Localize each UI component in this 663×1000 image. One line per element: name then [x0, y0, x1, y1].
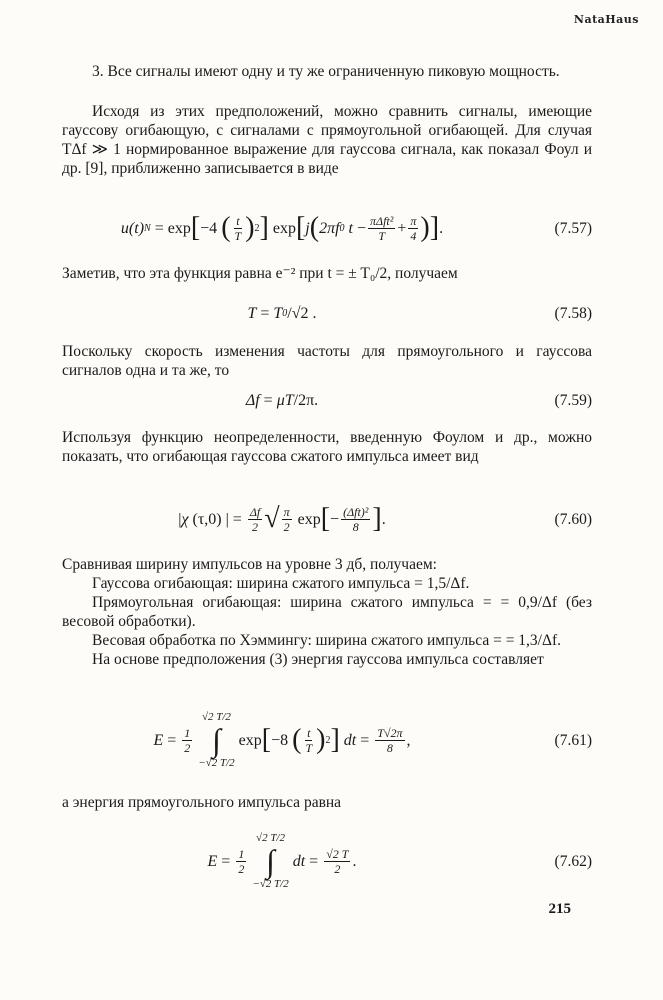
paragraph-7	[62, 793, 592, 812]
equation-7-62	[62, 826, 592, 896]
formula-7-60: | χ (τ,0) | = $\frac{\Delta f}{2}$ √ $\frac{\pi}{2}$ exp [ − $\frac{\text{(Δft)²}}{8}$ ] .	[178, 503, 386, 534]
page-number: 215	[548, 901, 571, 917]
equation-number: (7.60)	[554, 510, 592, 528]
equation-7-61	[62, 705, 592, 775]
text-item-3: 3. Все сигналы имеют одну и ту же ограниченную пиковую мощность.	[92, 63, 560, 80]
equation-7-57	[62, 205, 592, 251]
formula-7-58: T = T 0 /√2 .	[247, 304, 317, 322]
watermark-logo: NataHaus	[573, 13, 639, 26]
paragraph-4	[62, 342, 592, 380]
energy-text: На основе предположения (3) энергия гауссова импульса составляет	[92, 651, 544, 668]
ambiguity-text: Используя функцию неопределенности, введенную Фоулом и др., можно показать, что огибающая гауссова сжатого импульса имеет вид	[62, 429, 592, 465]
equation-number: (7.62)	[554, 852, 592, 870]
formula-7-57: u(t) N = exp [ −4 ( $\frac{t}{T}$ ) 2 ] exp [ j ( 2πf 0 t − $\frac{\text{πΔft²}}{T}$ + $\frac{\pi}{4}$ )] .	[120, 212, 444, 243]
rectangular-width: Прямоугольная огибающая: ширина сжатого импульса = = 0,9/Δf (без весовой обработки).	[62, 594, 592, 630]
formula-7-59: Δf = μT /2π.	[245, 391, 319, 409]
formula-7-61: E = $\frac{1}{2}$ √2 T/2 ∫ −√2 T/2 exp [ −8 ( $\frac{t}{T}$ ) 2 ] dt = $\frac{T√2\pi}{8}$ ,	[153, 711, 411, 769]
gaussian-width: Гауссова огибающая: ширина сжатого импульса = 1,5/Δf.	[92, 575, 470, 592]
comparison-text: Сравнивая ширину импульсов на уровне 3 дб, получаем:	[62, 556, 437, 573]
hamming-width: Весовая обработка по Хэммингу: ширина сжатого импульса = = 1,3/Δf.	[92, 632, 561, 649]
rect-energy-text: а энергия прямоугольного импульса равна	[62, 794, 342, 811]
equation-number: (7.57)	[554, 219, 592, 237]
paragraph-3	[62, 264, 592, 283]
paragraph-2	[62, 102, 592, 178]
equation-7-60	[62, 494, 592, 544]
paragraph-1	[62, 62, 592, 81]
equation-number: (7.58)	[554, 304, 592, 322]
paragraph-5	[62, 428, 592, 466]
equation-7-58	[62, 296, 592, 330]
intro-paragraph: Исходя из этих предположений, можно сравнить сигналы, имеющие гауссову огибающую, с сигналами с прямоугольной огибающей. Для случая TΔf ≫ 1 нормированное выражение для гауссова сигнала, как показал Фоул и др. [9], приближенно записывается в виде	[62, 103, 592, 177]
formula-7-62: E = $\frac{1}{2}$ √2 T/2 ∫ −√2 T/2 dt = $\frac{√2 T}{2}$ .	[207, 832, 357, 890]
paragraph-6	[62, 555, 592, 669]
equation-number: (7.61)	[554, 731, 592, 749]
condition-text: Заметив, что эта функция равна e⁻² при t = ± T₀/2, получаем	[62, 265, 458, 282]
equation-number: (7.59)	[554, 391, 592, 409]
rate-text: Поскольку скорость изменения частоты для прямоугольного и гауссова сигналов одна и та же, то	[62, 343, 592, 379]
equation-7-59	[62, 383, 592, 417]
